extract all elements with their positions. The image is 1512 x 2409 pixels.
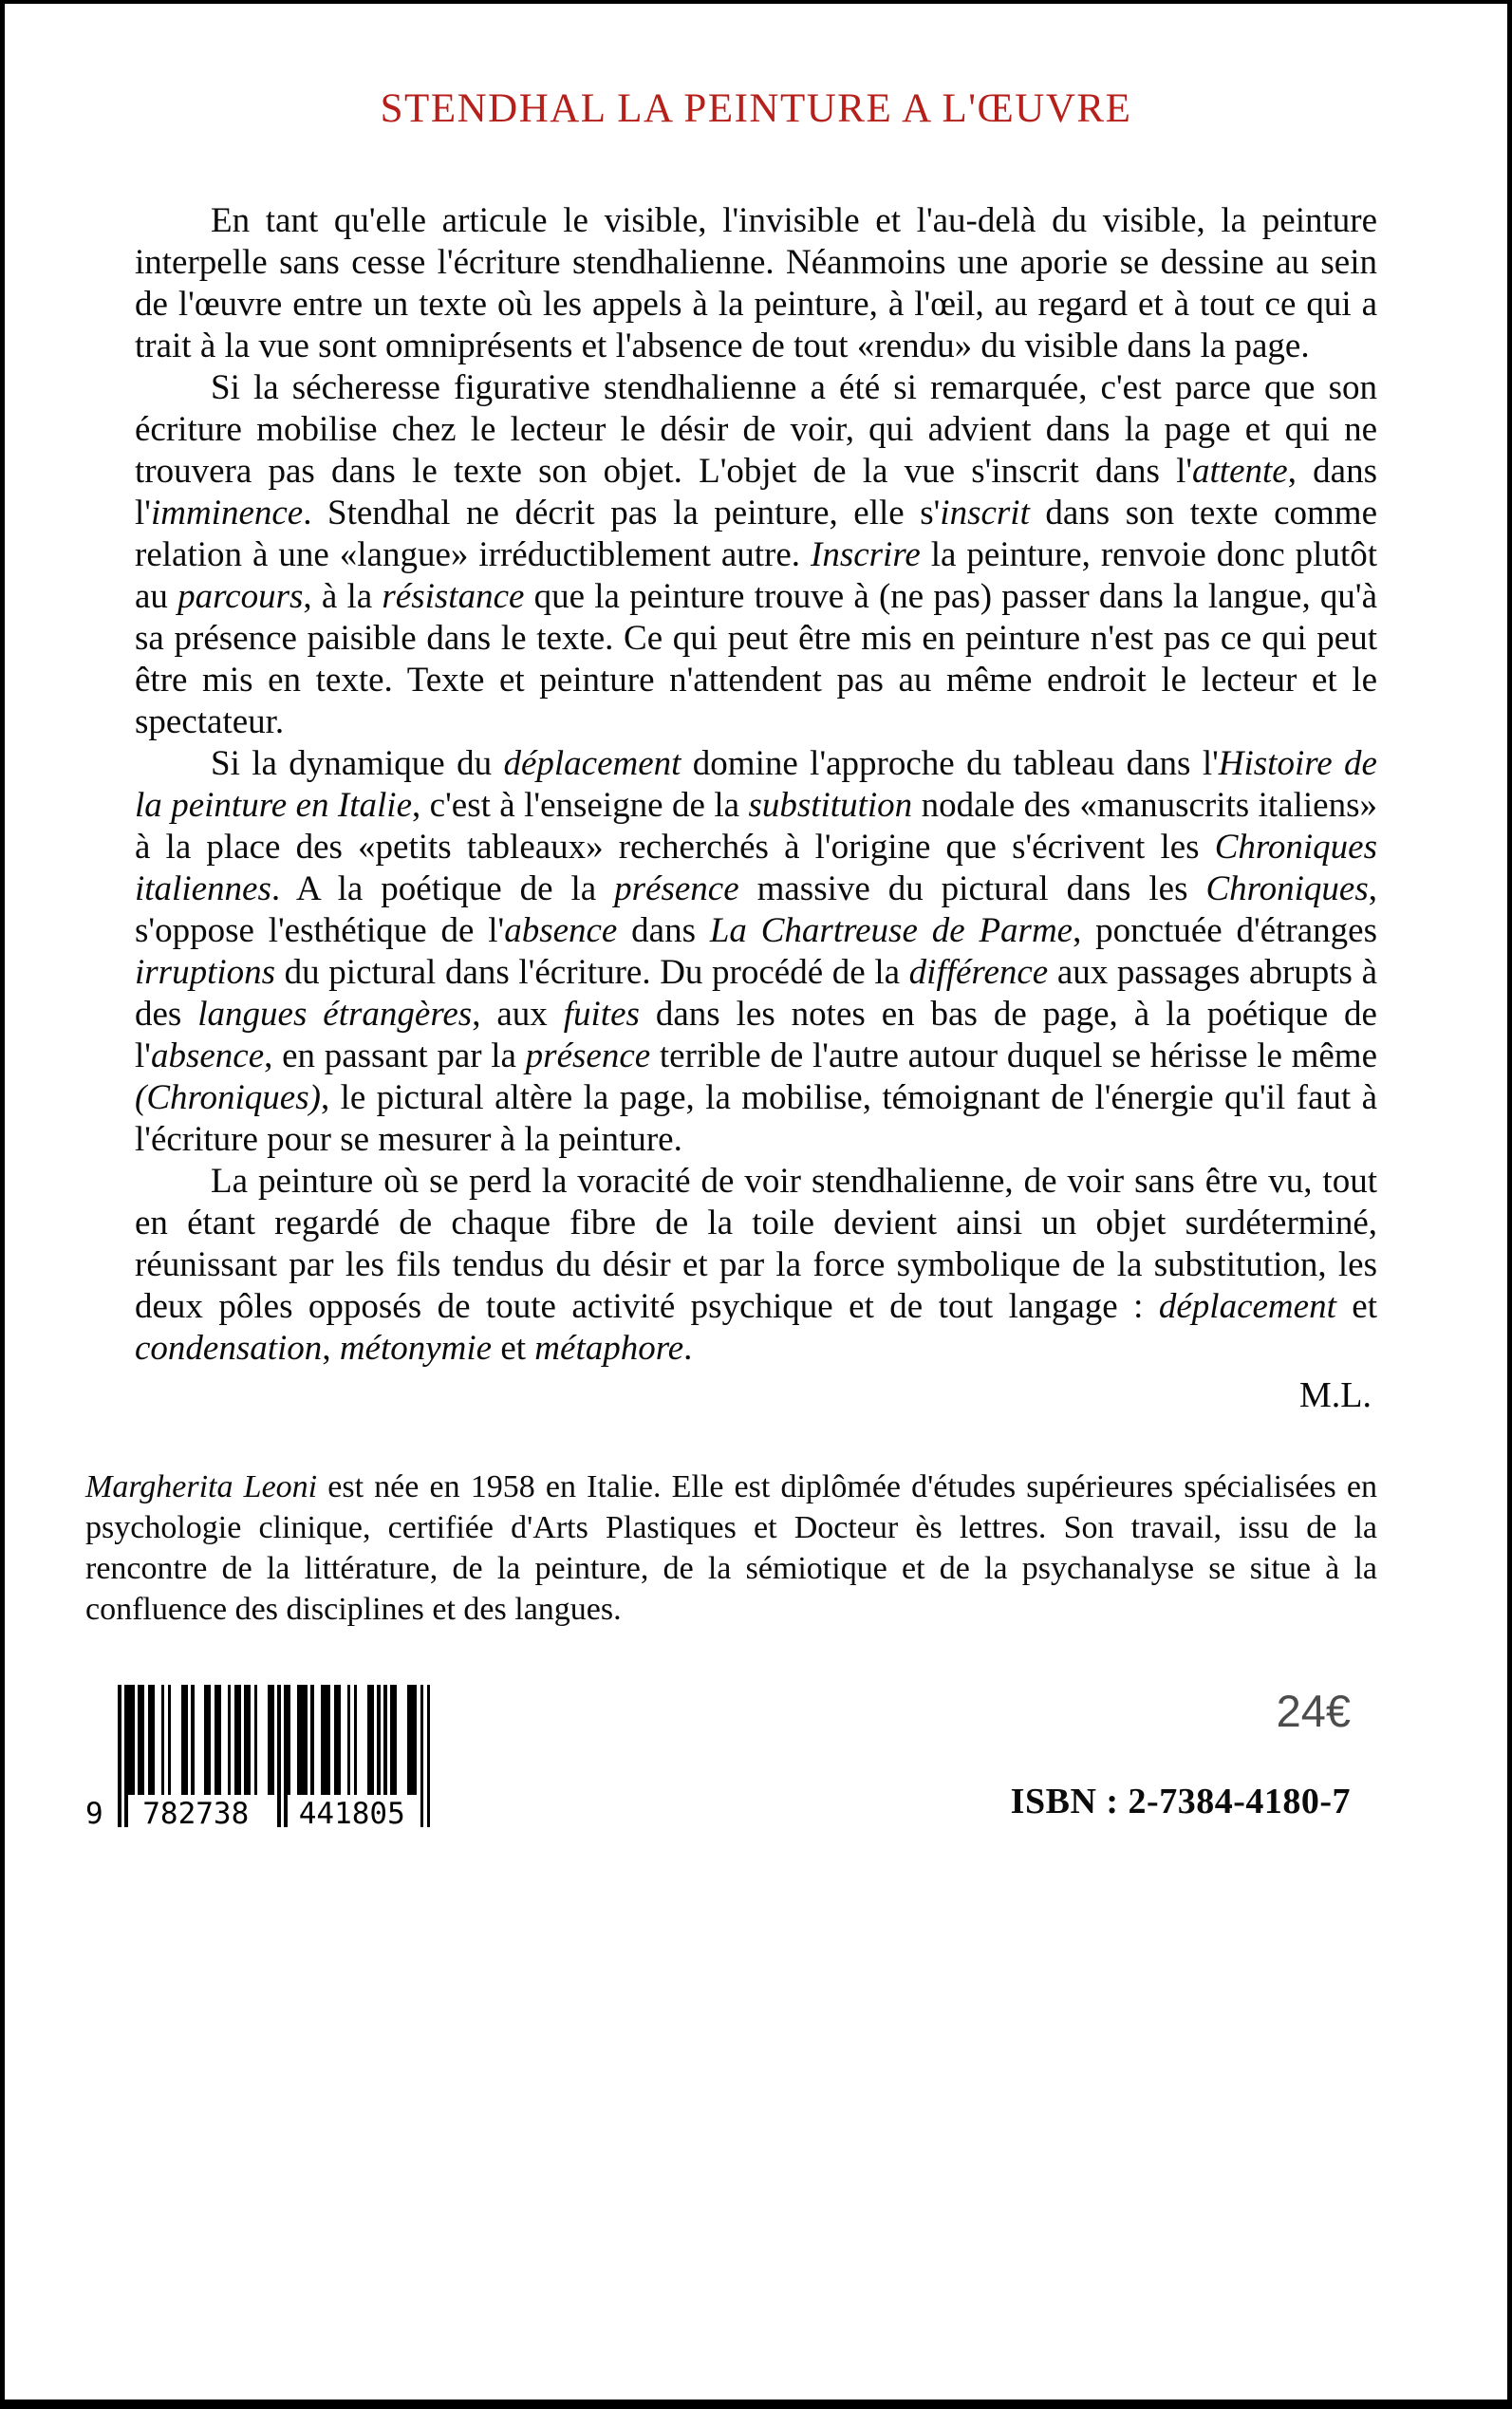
blurb-paragraph-1: En tant qu'elle articule le visible, l'invisible et l'au-delà du visible, la peinture interpelle sans cesse l'écriture stendhalienne. Néanmoins une aporie se dessine au sein de l'œuvre entre un texte où les appels à la peinture, à l'œil, au regard et à tout ce qui a trait à la vue sont omniprésents et l'absence de tout «rendu» du visible dans la page. <box>135 201 1377 365</box>
isbn: ISBN : 2-7384-4180-7 <box>1010 1782 1351 1821</box>
blurb-paragraph-2: Si la sécheresse figurative stendhalienne a été si remarquée, c'est parce que son écriture mobilise chez le lecteur le désir de voir, qui advient dans la page et qui ne trouvera pas dans le texte son objet. L'objet de la vue s'inscrit dans l'attente, dans l'imminence. Stendhal ne décrit pas la peinture, elle s'inscrit dans son texte comme relation à une «langue» irréductiblement autre. Inscrire la peinture, renvoie donc plutôt au parcours, à la résistance que la peinture trouve à (ne pas) passer dans la langue, qu'à sa présence paisible dans le texte. Ce qui peut être mis en peinture n'est pas ce qui peut être mis en texte. Texte et peinture n'attendent pas au même endroit le lecteur et le spectateur. <box>135 368 1378 741</box>
footer-right <box>1011 1675 1351 1822</box>
barcode-digit-group-1: 782738 <box>142 1797 250 1831</box>
author-initials: M.L. <box>1299 1375 1372 1415</box>
footer <box>85 1675 1377 1831</box>
barcode <box>85 1685 430 1831</box>
barcode-digit-group-2: 441805 <box>298 1797 405 1831</box>
author-bio: Margherita Leoni est née en 1958 en Italie. Elle est diplômée d'études supérieures spécialisées en psychologie clinique, certifiée d'Arts Plastiques et Docteur ès lettres. Son travail, issu de la rencontre de la littérature, de la peinture, de la sémiotique et de la psychanalyse se situe à la confluence des disciplines et des langues. <box>85 1469 1378 1627</box>
book-title: STENDHAL LA PEINTURE A L'ŒUVRE <box>380 86 1132 131</box>
barcode-digit-lead: 9 <box>85 1797 103 1831</box>
blurb <box>135 200 1377 1370</box>
blurb-paragraph-3: Si la dynamique du déplacement domine l'approche du tableau dans l'Histoire de la peinture en Italie, c'est à l'enseigne de la substitution nodale des «manuscrits italiens» à la place des «petits tableaux» recherchés à l'origine que s'écrivent les Chroniques italiennes. A la poétique de la présence massive du pictural dans les Chroniques, s'oppose l'esthétique de l'absence dans La Chartreuse de Parme, ponctuée d'étranges irruptions du pictural dans l'écriture. Du procédé de la différence aux passages abrupts à des langues étrangères, aux fuites dans les notes en bas de page, à la poétique de l'absence, en passant par la présence terrible de l'autre autour duquel se hérisse le même (Chroniques), le pictural altère la page, la mobilise, témoignant de l'énergie qu'il faut à l'écriture pour se mesurer à la peinture. <box>135 744 1377 1159</box>
price: 24€ <box>1276 1686 1351 1736</box>
barcode-number <box>85 1797 430 1831</box>
blurb-paragraph-4: La peinture où se perd la voracité de voir stendhalienne, de voir sans être vu, tout en étant regardé de chaque fibre de la toile devient ainsi un objet surdéterminé, réunissant par les fils tendus du désir et par la force symbolique de la substitution, les deux pôles opposés de toute activité psychique et de tout langage : déplacement et condensation, métonymie et métaphore. <box>135 1162 1378 1368</box>
